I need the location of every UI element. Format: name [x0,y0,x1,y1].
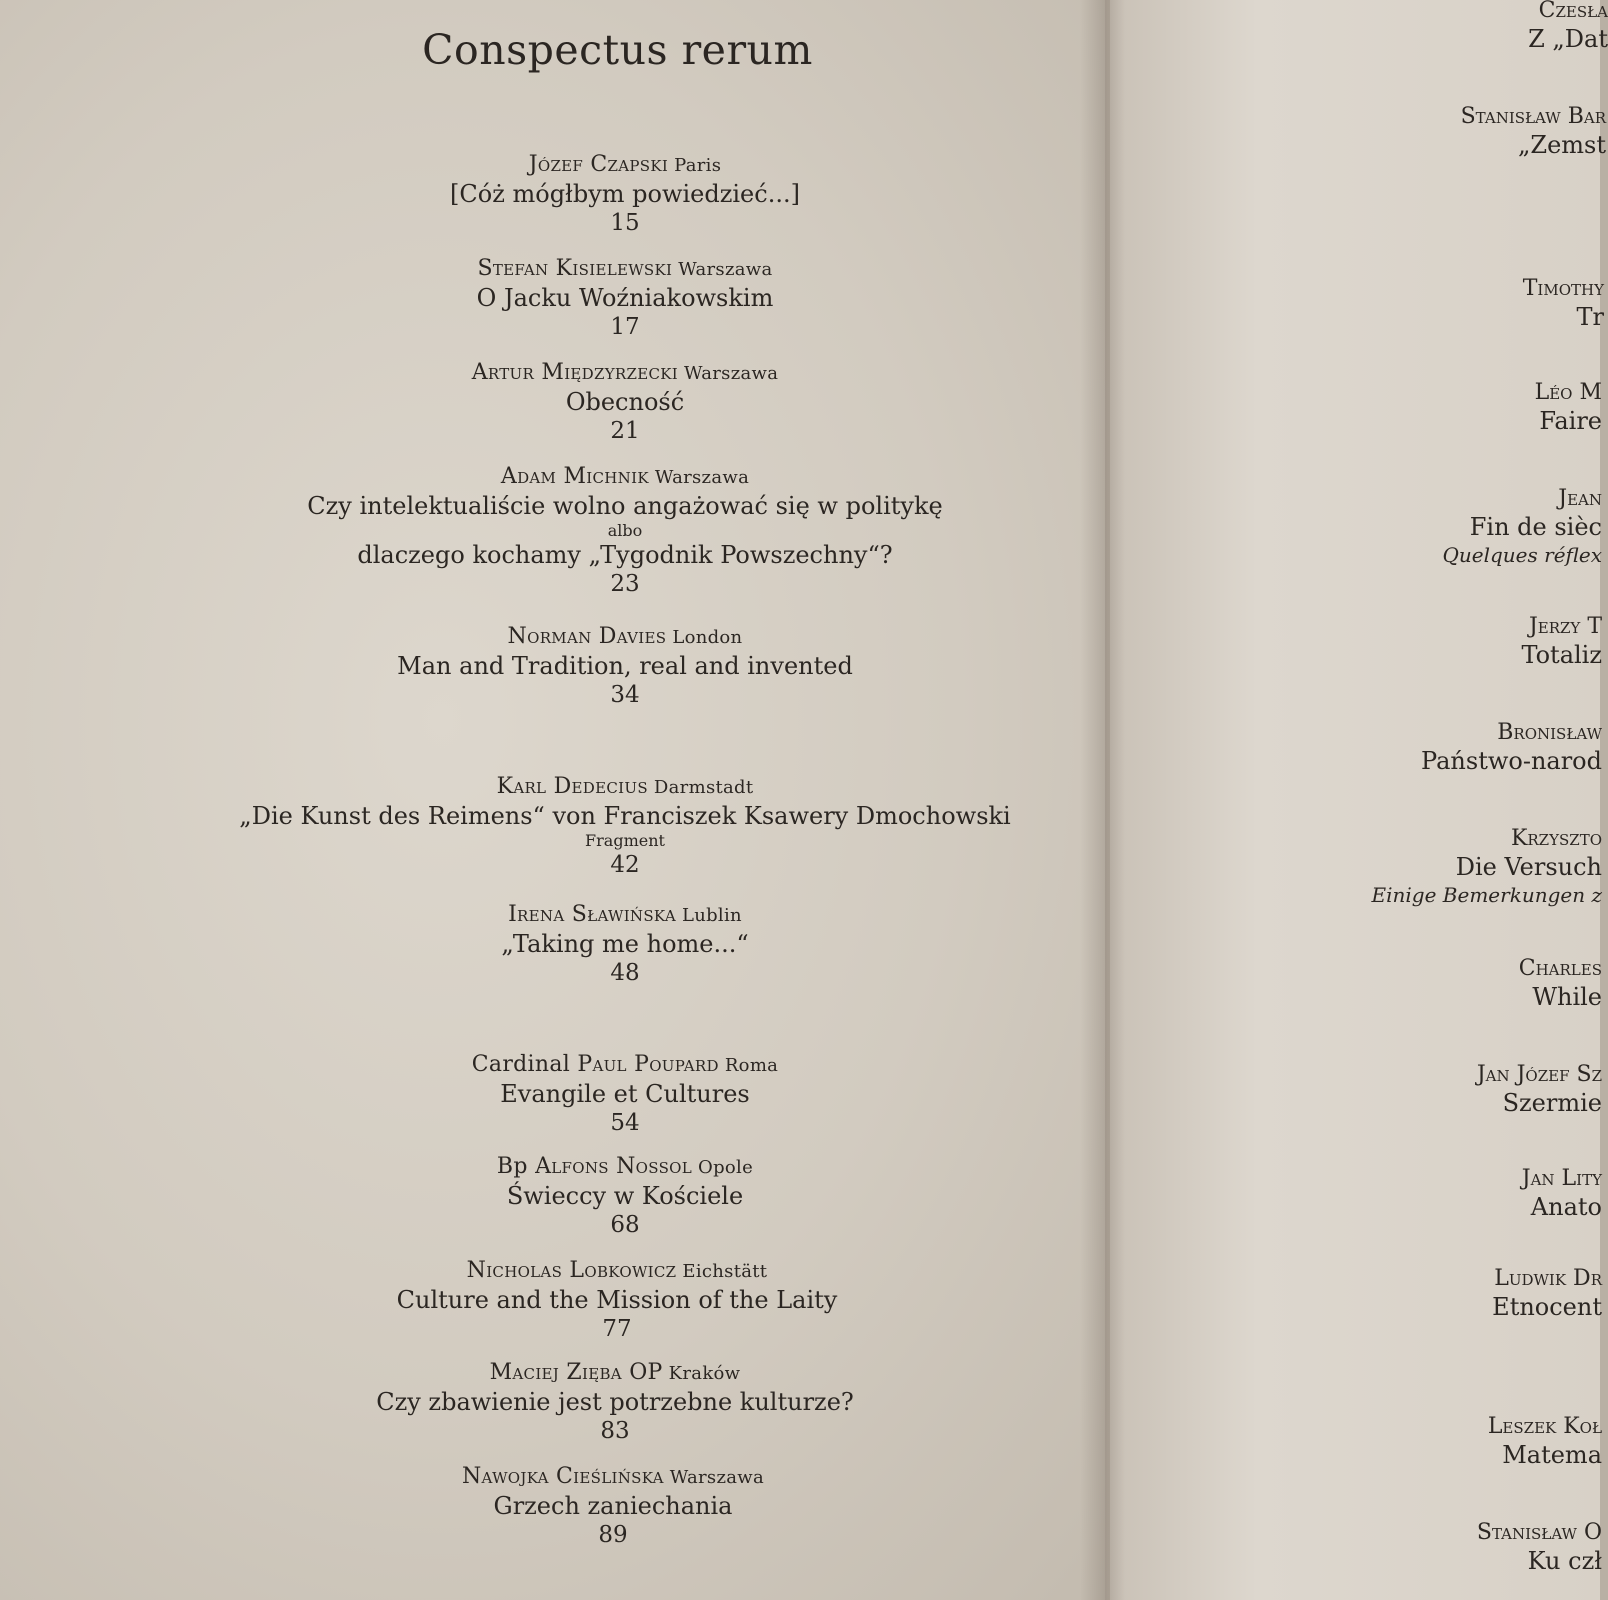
entry-author: Alfons Nossol [535,1154,693,1179]
entry-author: Józef Czapski [528,152,669,177]
entry-author: Bronisław [1497,720,1602,745]
entry-city: London [672,627,743,648]
entry-author: Maciej Zięba OP [489,1360,663,1385]
entry-city: Roma [724,1055,779,1076]
entry-subtitle: Quelques réflex [1442,543,1602,567]
entry-title: Państwo-narod [1421,747,1602,775]
entry-title: Faire [1539,407,1602,435]
toc-entry [0,150,1250,238]
entry-city: Eichstätt [682,1261,768,1282]
entry-city: Warszawa [669,1467,764,1488]
right-toc-entry [1521,612,1602,670]
entry-author: Nawojka Cieślińska [462,1464,664,1489]
entry-title: Evangile et Cultures [500,1080,750,1108]
entry-city: Lublin [681,905,742,926]
right-toc-entry [1442,484,1602,568]
entry-title: „Die Kunst des Reimens“ von Franciszek Ksawery Dmochowski [239,802,1011,830]
right-toc-entry [1372,824,1602,908]
entry-author: Adam Michnik [500,464,649,489]
entry-city: Darmstadt [653,777,754,798]
entry-page: 34 [610,682,640,708]
entry-page: 17 [610,314,640,340]
toc-entry [0,900,1250,988]
right-toc-entry [1519,954,1602,1012]
entry-author: Artur Międzyrzecki [471,360,678,385]
entry-page: 54 [610,1110,640,1136]
right-toc-entry [1461,102,1606,160]
entry-title: „Zemst [1517,131,1606,159]
entry-author: Timothy [1522,276,1604,301]
entry-author: Stanisław O [1476,1520,1602,1545]
entry-author: Norman Davies [507,624,667,649]
entry-title: [Cóż mógłbym powiedzieć...] [450,180,800,208]
entry-city: Kraków [668,1363,741,1384]
entry-city: Warszawa [678,259,773,280]
toc-entry [0,1050,1250,1138]
toc-entry [0,1152,1250,1240]
toc-entry [0,1358,1240,1446]
entry-title: Totaliz [1521,641,1602,669]
entry-title: Matema [1502,1441,1602,1469]
entry-title: Culture and the Mission of the Laity [396,1286,838,1314]
entry-title: Die Versuch [1455,853,1602,881]
entry-city: Warszawa [684,363,779,384]
entry-page: 15 [610,210,640,236]
entry-title: While [1532,983,1602,1011]
entry-subtitle: Einige Bemerkungen z [1371,883,1602,907]
entry-author: Charles [1518,956,1602,981]
entry-title: Tr [1576,303,1604,331]
entry-author: Krzyszto [1510,826,1602,851]
page-title: Conspectus rerum [422,26,813,74]
entry-title: Świeccy w Kościele [506,1182,744,1210]
entry-title: Obecność [565,388,685,416]
toc-entry [0,1462,1238,1550]
right-toc-entry [1492,1264,1602,1322]
right-toc-entry [1477,1060,1602,1118]
entry-author: Czesła [1538,0,1608,23]
entry-title: Ku czł [1527,1547,1602,1575]
entry-title: „Taking me home...“ [501,930,749,958]
entry-page: 23 [610,571,640,597]
toc-entry [0,358,1250,446]
entry-page: 48 [610,960,640,986]
entry-author: Jean [1558,486,1602,511]
toc-entry [0,462,1250,599]
entry-connector: albo [607,521,643,540]
entry-title: Z „Dat [1528,25,1608,53]
entry-author: Nicholas Lobkowicz [466,1258,677,1283]
entry-title: O Jacku Woźniakowskim [476,284,774,312]
toc-entry [0,254,1250,342]
entry-prefix: Cardinal [471,1052,571,1077]
toc-entry [0,1256,1242,1344]
entry-connector: Fragment [585,831,665,850]
entry-page: 89 [598,1522,628,1548]
entry-title-continued: dlaczego kochamy „Tygodnik Powszechny“? [357,541,893,569]
entry-author: Ludwik Dr [1494,1266,1602,1291]
right-toc-entry [1535,378,1602,436]
entry-title: Etnocent [1492,1293,1602,1321]
entry-page: 83 [600,1418,630,1444]
entry-page: 42 [610,852,640,878]
entry-city: Paris [674,155,722,176]
entry-author: Leszek Koł [1487,1414,1602,1439]
right-toc-entry [1523,274,1604,332]
entry-page: 21 [610,418,640,444]
entry-author: Stanisław Bar [1460,104,1606,129]
entry-author: Jan Józef Sz [1476,1062,1602,1087]
right-toc-entry [1522,1164,1602,1222]
entry-title: Czy intelektualiście wolno angażować się w politykę [307,492,943,520]
entry-title: Fin de sièc [1469,513,1602,541]
right-toc-entry [1488,1412,1602,1470]
entry-author: Paul Poupard [577,1052,719,1077]
entry-prefix: Bp [496,1154,528,1179]
toc-entry [0,772,1250,880]
entry-author: Jan Lity [1521,1166,1602,1191]
entry-author: Karl Dedecius [496,774,648,799]
entry-author: Jerzy T [1528,614,1602,639]
entry-author: Stefan Kisielewski [477,256,673,281]
entry-city: Opole [698,1157,754,1178]
entry-author: Irena Sławińska [508,902,676,927]
entry-page: 68 [610,1212,640,1238]
right-toc-entry [1528,0,1608,54]
right-toc-entry [1421,718,1602,776]
toc-entry [0,622,1250,710]
entry-title: Man and Tradition, real and invented [397,652,853,680]
entry-title: Grzech zaniechania [493,1492,733,1520]
right-page-toc [1120,0,1608,1600]
entry-title: Anato [1530,1193,1602,1221]
entry-page: 77 [602,1316,632,1342]
entry-title: Czy zbawienie jest potrzebne kulturze? [376,1388,854,1416]
right-toc-entry [1477,1518,1602,1576]
entry-title: Szermie [1502,1089,1602,1117]
entry-author: Léo M [1534,380,1602,405]
entry-city: Warszawa [654,467,750,488]
